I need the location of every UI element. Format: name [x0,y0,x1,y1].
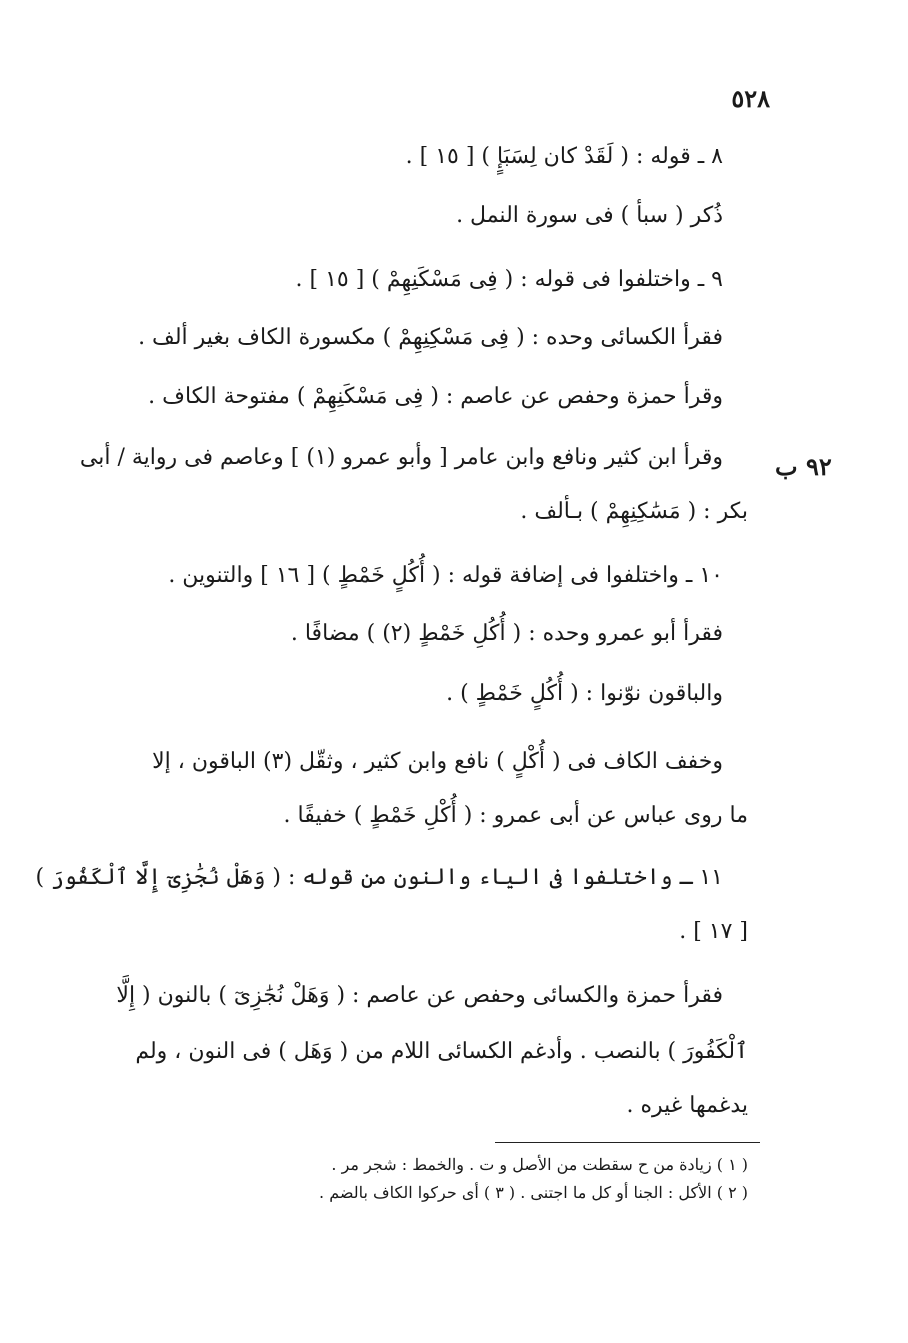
text-line: يدغمها غيره . [626,1093,748,1118]
text-line: ٱلْكَفُورَ ) بالنصب . وأدغم الكسائى اللام من ( وَهَل ) فى النون ، ولم [135,1039,748,1064]
text-line: ١١ ـ واختلفوا فى الياء والنون من قوله : ( وَهَلْ نُجَٰزِىٓ إِلَّا ٱلْكَفُورَ ) [35,865,723,890]
margin-folio-note: ٩٢ ب [775,452,832,481]
text-line: فقرأ حمزة والكسائى وحفص عن عاصم : ( وَهَلْ نُجَٰزِىٓ ) بالنون ( إِلَّا [116,983,723,1008]
text-line: بكر : ( مَسَٰكِنِهِمْ ) بـألف . [520,499,748,524]
text-line: [ ١٧ ] . [679,919,748,944]
footnote-line: ( ٢ ) الأكل : الجنا أو كل ما اجتنى . ( ٣ ) أى حركوا الكاف بالضم . [319,1183,748,1202]
text-line: ١٠ ـ واختلفوا فى إضافة قوله : ( أُكُلٍ خَمْطٍ ) [ ١٦ ] والتنوين . [168,563,723,588]
text-line: فقرأ الكسائى وحده : ( فِى مَسْكِنِهِمْ ) مكسورة الكاف بغير ألف . [138,325,723,350]
text-line: وقرأ حمزة وحفص عن عاصم : ( فِى مَسْكَنِهِمْ ) مفتوحة الكاف . [148,384,723,409]
text-line: والباقون نوّنوا : ( أُكُلٍ خَمْطٍ ) . [446,681,723,706]
text-line: فقرأ أبو عمرو وحده : ( أُكُلِ خَمْطٍ (٢) ) مضافًا . [290,621,723,646]
footnote-divider [495,1142,760,1143]
text-line: ما روى عباس عن أبى عمرو : ( أُكْلِ خَمْطٍ ) خفيفًا . [283,803,748,828]
text-line: ذُكر ( سبأ ) فى سورة النمل . [456,203,723,228]
text-line: وقرأ ابن كثير ونافع وابن عامر [ وأبو عمرو (١) ] وعاصم فى رواية / أبى [79,445,723,470]
text-line: ٨ ـ قوله : ( لَقَدْ كان لِسَبَإٍ ) [ ١٥ ] . [405,144,723,169]
page-number: ٥٢٨ [731,84,770,113]
text-line: ٩ ـ واختلفوا فى قوله : ( فِى مَسْكَنِهِمْ ) [ ١٥ ] . [295,267,723,292]
text-line: وخفف الكاف فى ( أُكْلٍ ) نافع وابن كثير ، وثقّل (٣) الباقون ، إلا [152,749,723,774]
footnote-line: ( ١ ) زيادة من ح سقطت من الأصل و ت . والخمط : شجر مر . [331,1155,748,1174]
